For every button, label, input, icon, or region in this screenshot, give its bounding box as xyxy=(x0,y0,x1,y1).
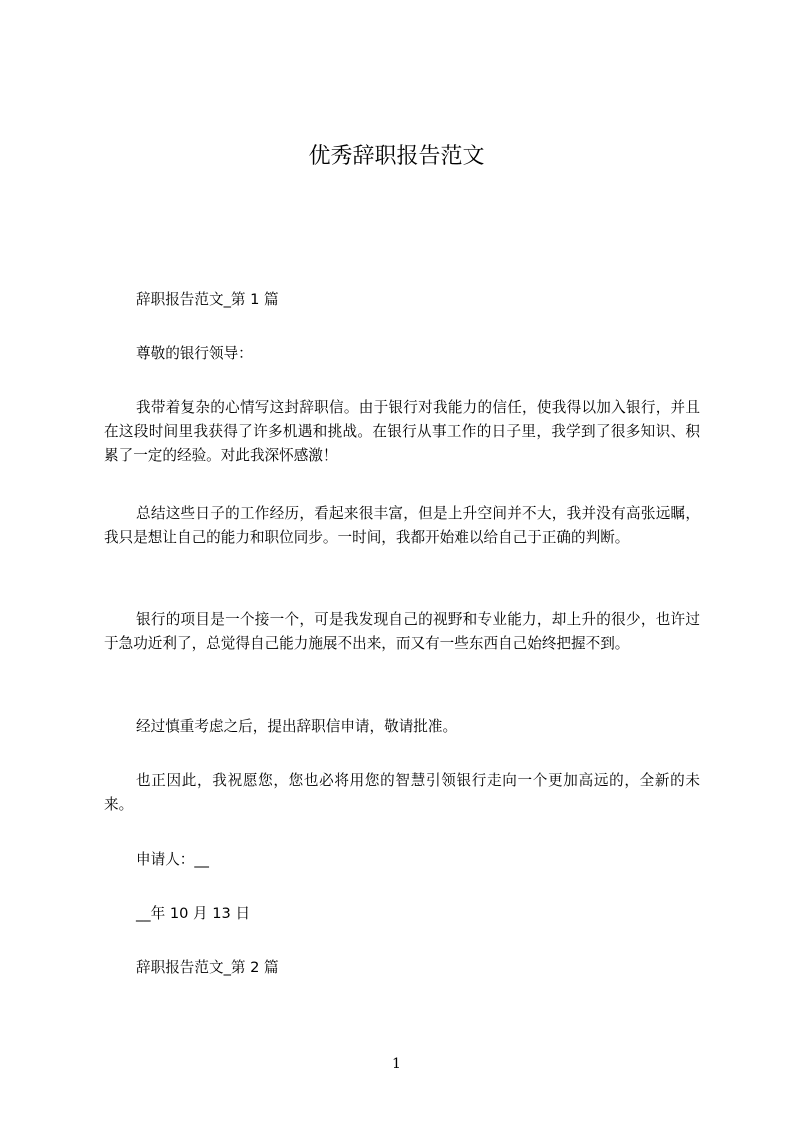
paragraph-5: 也正因此，我祝愿您，您也必将用您的智慧引领银行走向一个更加高远的，全新的未来。 xyxy=(104,772,700,813)
paragraph-1: 我带着复杂的心情写这封辞职信。由于银行对我能力的信任，使我得以加入银行，并且在这段时间里我获得了许多机遇和挑战。在银行从事工作的日子里，我学到了很多知识、积累了一定的经验。对此我深怀感激！ xyxy=(104,399,700,464)
section-heading-2: 辞职报告范文_第 2 篇 xyxy=(136,959,279,976)
date-line: __年 10 月 13 日 xyxy=(136,905,251,922)
paragraph-3: 银行的项目是一个接一个，可是我发现自己的视野和专业能力，却上升的很少，也许过于急功近利了，总觉得自己能力施展不出来，而又有一些东西自己始终把握不到。 xyxy=(104,611,700,652)
page-number: 1 xyxy=(392,1056,401,1072)
document-title: 优秀辞职报告范文 xyxy=(308,144,485,169)
paragraph-4: 经过慎重考虑之后，提出辞职信申请，敬请批准。 xyxy=(136,718,458,735)
salutation: 尊敬的银行领导： xyxy=(136,345,253,362)
section-heading-1: 辞职报告范文_第 1 篇 xyxy=(136,291,279,308)
applicant-line: 申请人：__ xyxy=(136,851,209,868)
paragraph-2: 总结这些日子的工作经历，看起来很丰富，但是上升空间并不大，我并没有高张远瞩，我只是想让自己的能力和职位同步。一时间，我都开始难以给自己于正确的判断。 xyxy=(104,505,700,546)
